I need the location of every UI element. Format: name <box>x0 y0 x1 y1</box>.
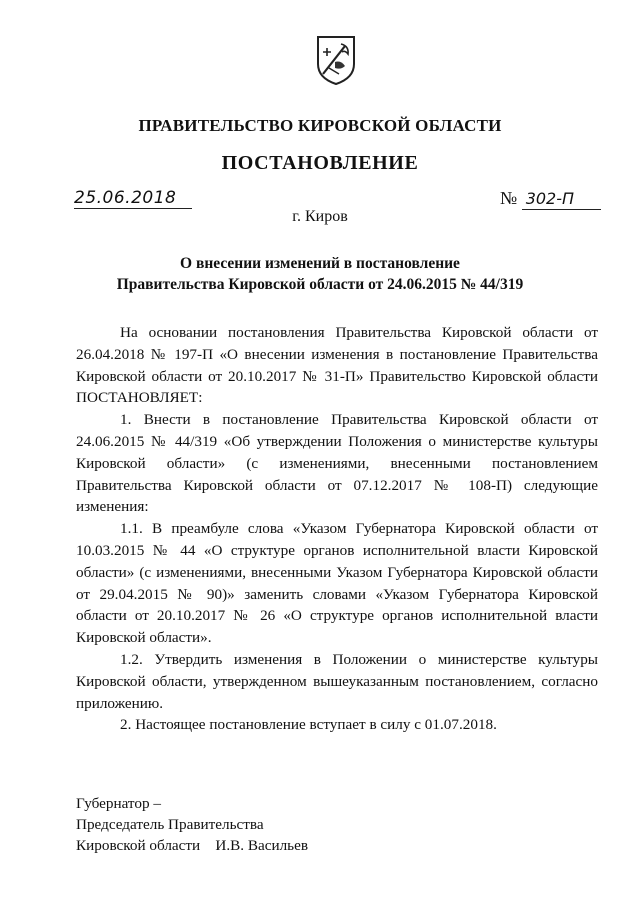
signature-block <box>76 793 308 856</box>
body-paragraph: 1. Внести в постановление Правительства Кировской области от 24.06.2015 № 44/319 «Об утверждении Положения о министерстве культуры Кировской области» (с изменениями, внесенными постановлением Правительства Кировской области от 07.12.2017 № 108-П) следующие изменения: <box>76 411 598 516</box>
body-paragraph: 1.1. В преамбуле слова «Указом Губернатора Кировской области от 10.03.2015 № 44 «О структуре органов исполнительной власти Кировской области» (с изменениями, внесенными Указом Губернатора Кировской области от 29.04.2015 № 90)» заменить словами «Указом Губернатора Кировской области от 20.10.2017 № 26 «О структуре органов исполнительной власти Кировской области». <box>76 520 598 647</box>
organization-title: ПРАВИТЕЛЬСТВО КИРОВСКОЙ ОБЛАСТИ <box>138 116 502 135</box>
body-paragraph: На основании постановления Правительства Кировской области от 26.04.2018 № 197-П «О внесении изменения в постановление Правительства Кировской области от 20.10.2017 № 31-П» Правительство Кировской области ПОСТАНОВЛЯЕТ: <box>76 324 598 407</box>
subject-line: О внесении изменений в постановление <box>180 255 460 272</box>
coat-of-arms-icon <box>315 34 357 86</box>
number-label: № <box>500 188 518 208</box>
document-body <box>76 322 598 736</box>
city: г. Киров <box>292 208 348 225</box>
body-paragraph: 1.2. Утвердить изменения в Положении о министерстве культуры Кировской области, утвержденном вышеуказанным постановлением, согласно приложению. <box>76 650 598 712</box>
subject-line: Правительства Кировской области от 24.06.2015 № 44/319 <box>116 276 524 293</box>
document-number <box>500 188 601 210</box>
document-date: 25.06.2018 <box>74 188 192 209</box>
document-type: ПОСТАНОВЛЕНИЕ <box>221 152 419 174</box>
signature-line: Председатель Правительства <box>76 816 264 833</box>
document-subject <box>0 253 640 295</box>
signature-line: Губернатор – <box>76 795 161 812</box>
body-paragraph: 2. Настоящее постановление вступает в силу с 01.07.2018. <box>120 716 497 734</box>
number-value: 302-П <box>522 189 601 210</box>
signature-line: Кировской области И.В. Васильев <box>76 837 308 854</box>
